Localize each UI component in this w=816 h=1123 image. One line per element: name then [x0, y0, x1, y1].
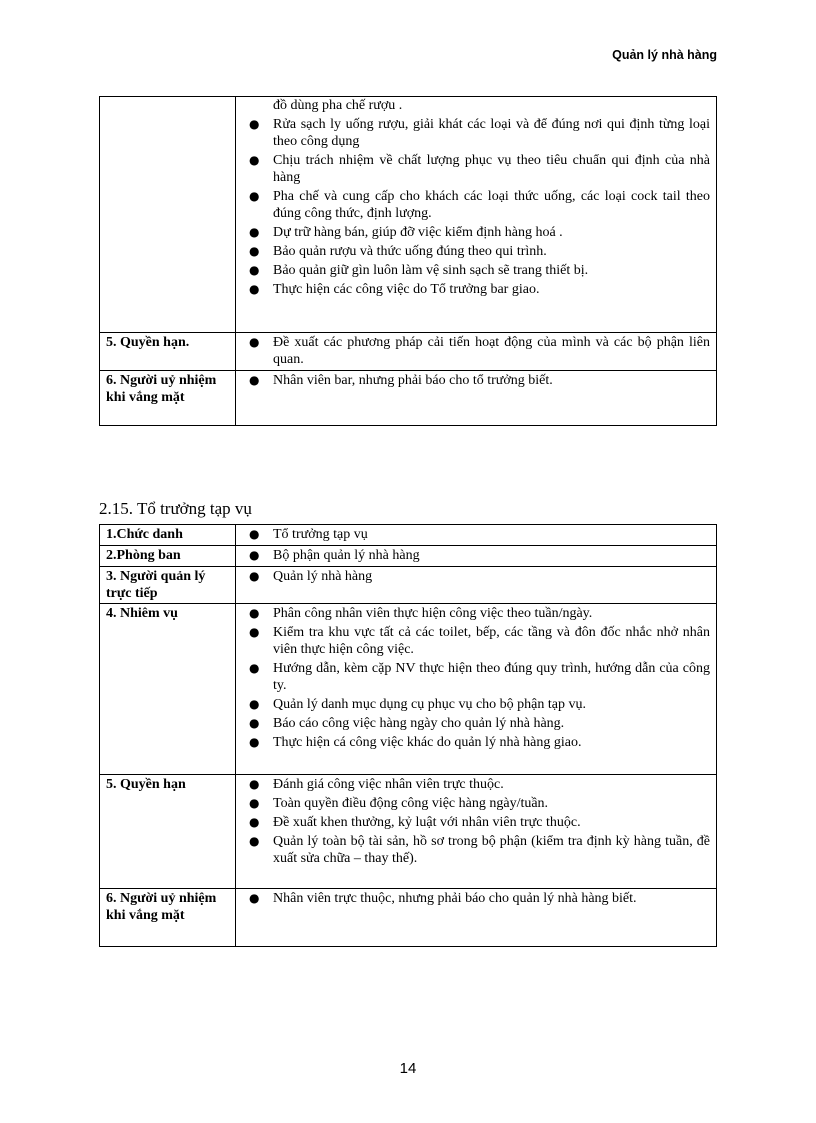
bullet-icon: ●: [249, 625, 260, 639]
bullet-icon: ●: [249, 815, 260, 829]
section-title: 2.15. Tổ trưởng tạp vụ: [99, 499, 252, 518]
bullet-icon: ●: [249, 373, 260, 387]
bullet-icon: ●: [249, 548, 260, 562]
page-number: 14: [399, 1060, 417, 1077]
list-item: ● Thực hiện các công việc do Tổ trưởng bar giao.: [249, 282, 540, 297]
bullet-icon: ●: [249, 735, 260, 749]
row-label: 6. Người uỷ nhiệm khi vắng mặt: [100, 889, 236, 947]
list-item: ● Bộ phận quản lý nhà hàng: [249, 548, 420, 563]
row-content: [236, 97, 717, 333]
row-label: 3. Người quản lý trực tiếp: [100, 567, 236, 604]
bullet-icon: ●: [249, 527, 260, 541]
bullet-icon: ●: [249, 282, 260, 296]
list-item: ● Hướng dẫn, kèm cặp NV thực hiện theo đúng quy trình, hướng dẫn của công ty.: [249, 661, 710, 693]
row-label: 1.Chức danh: [100, 525, 236, 546]
list-item: ● Đề xuất khen thưởng, kỷ luật với nhân viên trực thuộc.: [249, 815, 581, 830]
row-label: [100, 97, 236, 333]
bullet-icon: ●: [249, 335, 260, 349]
bullet-icon: ●: [249, 834, 260, 848]
row-content: [236, 546, 717, 567]
list-item: ● Đề xuất các phương pháp cải tiến hoạt động của mình và các bộ phận liên quan.: [249, 335, 710, 367]
list-item: ● Quản lý nhà hàng: [249, 569, 373, 584]
list-item: ● Nhân viên trực thuộc, nhưng phải báo cho quản lý nhà hàng biết.: [249, 891, 637, 906]
row-content: [236, 604, 717, 775]
table-row: [100, 604, 717, 775]
list-item: ● Pha chế và cung cấp cho khách các loại thức uống, các loại cock tail theo đúng công thức, định lượng.: [249, 189, 710, 221]
list-item: ● Đánh giá công việc nhân viên trực thuộc.: [249, 777, 504, 792]
list-item: ● Rửa sạch ly uống rượu, giải khát các loại và để đúng nơi qui định từng loại theo công dụng: [249, 117, 710, 149]
list-item: ● Bảo quản rượu và thức uống đúng theo qui trình.: [249, 244, 547, 259]
bullet-icon: ●: [249, 796, 260, 810]
row-content: [236, 333, 717, 371]
table-row: [100, 97, 717, 333]
row-content: [236, 525, 717, 546]
row-label: 6. Người uỷ nhiệm khi vắng mặt: [100, 371, 236, 426]
bullet-icon: ●: [249, 244, 260, 258]
list-item: ● Quản lý toàn bộ tài sản, hồ sơ trong bộ phận (kiểm tra định kỳ hàng tuần, đề xuất sửa chữa – thay thế).: [249, 834, 710, 866]
row-label: 5. Quyền hạn.: [100, 333, 236, 371]
bullet-icon: ●: [249, 716, 260, 730]
table-row: [100, 889, 717, 947]
list-item: ● Dự trữ hàng bán, giúp đỡ việc kiểm định hàng hoá .: [249, 225, 563, 240]
row-content: [236, 371, 717, 426]
list-item: ● Quản lý danh mục dụng cụ phục vụ cho bộ phận tạp vụ.: [249, 697, 586, 712]
bullet-icon: ●: [249, 777, 260, 791]
table-row: [100, 333, 717, 371]
bullet-icon: ●: [249, 225, 260, 239]
job-table-housekeeping: [99, 524, 717, 947]
list-item: ● Phân công nhân viên thực hiện công việc theo tuần/ngày.: [249, 606, 593, 621]
bullet-icon: ●: [249, 606, 260, 620]
row-content: [236, 889, 717, 947]
bullet-icon: ●: [249, 263, 260, 277]
row-label: 4. Nhiêm vụ: [100, 604, 236, 775]
row-content: [236, 775, 717, 889]
list-item: ● Chịu trách nhiệm về chất lượng phục vụ theo tiêu chuẩn qui định của nhà hàng: [249, 153, 710, 185]
row-label: 2.Phòng ban: [100, 546, 236, 567]
table-row: [100, 546, 717, 567]
list-item: ● Bảo quản giữ gìn luôn làm vệ sinh sạch sẽ trang thiết bị.: [249, 263, 589, 278]
bullet-icon: ●: [249, 153, 260, 167]
row-content: [236, 567, 717, 604]
job-table-bar: [99, 96, 717, 426]
list-item: ● Báo cáo công việc hàng ngày cho quản lý nhà hàng.: [249, 716, 565, 731]
list-item: ● Nhân viên bar, nhưng phải báo cho tổ trưởng biết.: [249, 373, 553, 388]
bullet-icon: ●: [249, 117, 260, 131]
table-row: [100, 567, 717, 604]
bullet-icon: ●: [249, 891, 260, 905]
table-row: [100, 775, 717, 889]
bullet-icon: ●: [249, 697, 260, 711]
table-row: [100, 525, 717, 546]
list-item: ● Thực hiện cá công việc khác do quản lý nhà hàng giao.: [249, 735, 582, 750]
page-header-title: Quản lý nhà hàng: [612, 48, 717, 62]
list-item: đồ dùng pha chế rượu .: [273, 98, 403, 113]
bullet-icon: ●: [249, 661, 260, 675]
table-row: [100, 371, 717, 426]
bullet-icon: ●: [249, 189, 260, 203]
bullet-icon: ●: [249, 569, 260, 583]
list-item: ● Toàn quyền điều động công việc hàng ngày/tuần.: [249, 796, 549, 811]
list-item: ● Kiểm tra khu vực tất cả các toilet, bếp, các tầng và đôn đốc nhắc nhở nhân viên thực hiện công việc.: [249, 625, 710, 657]
list-item: ● Tổ trưởng tạp vụ: [249, 527, 368, 542]
row-label: 5. Quyền hạn: [100, 775, 236, 889]
